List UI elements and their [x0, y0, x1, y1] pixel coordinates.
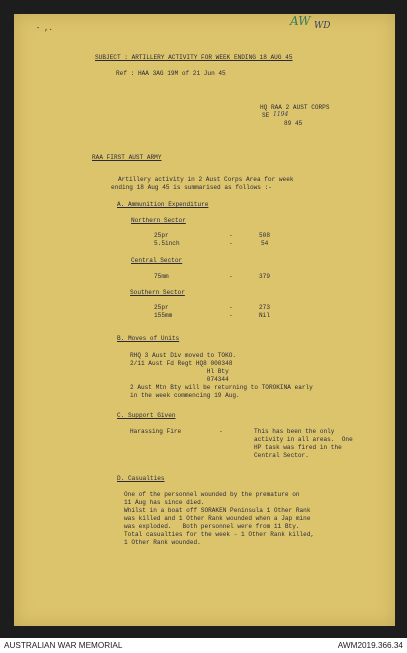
ammo-row-dash: -: [229, 312, 233, 319]
casualty-line: 1 Other Rank wounded.: [124, 539, 201, 546]
section-d-heading: D. Casualties: [117, 475, 165, 482]
ammo-row-name: 5.5inch: [154, 240, 180, 247]
from-block-line-2: SE: [262, 112, 270, 119]
ammo-row-name: 155mm: [154, 312, 173, 319]
intro-line-2: ending 18 Aug 45 is summarised as follows :-: [111, 184, 272, 191]
central-sector-label: Central Sector: [131, 257, 183, 264]
casualty-line: was killed and 1 Other Rank wounded when a Jap mine: [124, 515, 311, 522]
support-dash: -: [219, 428, 223, 435]
ammo-row-value: 508: [259, 232, 270, 239]
casualty-line: Whilst in a boat off SORAKEN Peninsula 1 Other Rank: [124, 507, 311, 514]
stamp-ref: 1194: [273, 111, 289, 118]
addressee: RAA FIRST AUST ARMY: [92, 154, 162, 161]
moves-line: 2 Aust Mtn Bty will be returning to TOROKINA early: [130, 384, 313, 391]
from-block-line-1: HQ RAA 2 AUST CORPS: [260, 104, 330, 111]
ammo-row-name: 25pr: [154, 232, 169, 239]
ammo-row-value: 379: [259, 273, 270, 280]
moves-line: 074344: [130, 376, 229, 383]
ammo-row-value: 54: [261, 240, 269, 247]
subject-line: SUBJECT : ARTILLERY ACTIVITY FOR WEEK ENDING 18 AUG 45: [95, 54, 293, 61]
support-label: Harassing Fire: [130, 428, 182, 435]
intro-line-1: Artillery activity in 2 Aust Corps Area for week: [118, 176, 294, 183]
handwritten-ref: AW: [290, 14, 311, 28]
footer-institution: AUSTRALIAN WAR MEMORIAL: [4, 641, 123, 650]
ammo-row-value: 273: [259, 304, 270, 311]
support-text-line: activity in all areas. One: [254, 436, 353, 443]
ammo-row-dash: -: [229, 232, 233, 239]
stamp-sub: 89 45: [284, 120, 303, 127]
top-marks: - ,.: [36, 25, 53, 33]
support-text-line: HP task was fired in the: [254, 444, 342, 451]
support-text-line: This has been the only: [254, 428, 335, 435]
ammo-row-dash: -: [229, 273, 233, 280]
section-c-heading: C. Support Given: [117, 412, 176, 419]
moves-line: Hl Bty: [130, 368, 229, 375]
ammo-row-dash: -: [229, 304, 233, 311]
support-text-line: Central Sector.: [254, 452, 309, 459]
footer-bar: [0, 638, 407, 653]
footer-catalog-id: AWM2019.366.34: [337, 641, 403, 650]
reference-line: Ref : HAA 3AG 19M of 21 Jun 45: [116, 70, 226, 77]
document-page: [14, 14, 395, 626]
ammo-row-value: Nil: [259, 312, 270, 319]
southern-sector-label: Southern Sector: [130, 289, 185, 296]
moves-line: in the week commencing 19 Aug.: [130, 392, 240, 399]
moves-line: RHQ 3 Aust Div moved to TOKO.: [130, 352, 237, 359]
ammo-row-name: 75mm: [154, 273, 169, 280]
casualty-line: One of the personnel wounded by the premature on: [124, 491, 300, 498]
moves-line: 2/11 Aust Fd Regt HQ8 000348: [130, 360, 233, 367]
ammo-row-name: 25pr: [154, 304, 169, 311]
northern-sector-label: Northern Sector: [131, 217, 186, 224]
casualty-line: Total casualties for the week - 1 Other Rank killed,: [124, 531, 315, 538]
section-b-heading: B. Moves of Units: [117, 335, 180, 342]
section-a-heading: A. Ammunition Expenditure: [117, 201, 209, 208]
ammo-row-dash: -: [229, 240, 233, 247]
handwritten-ref-2: WD: [314, 21, 331, 31]
casualty-line: was exploded. Both personnel were from 11 Bty.: [124, 523, 300, 530]
casualty-line: 11 Aug has since died.: [124, 499, 205, 506]
